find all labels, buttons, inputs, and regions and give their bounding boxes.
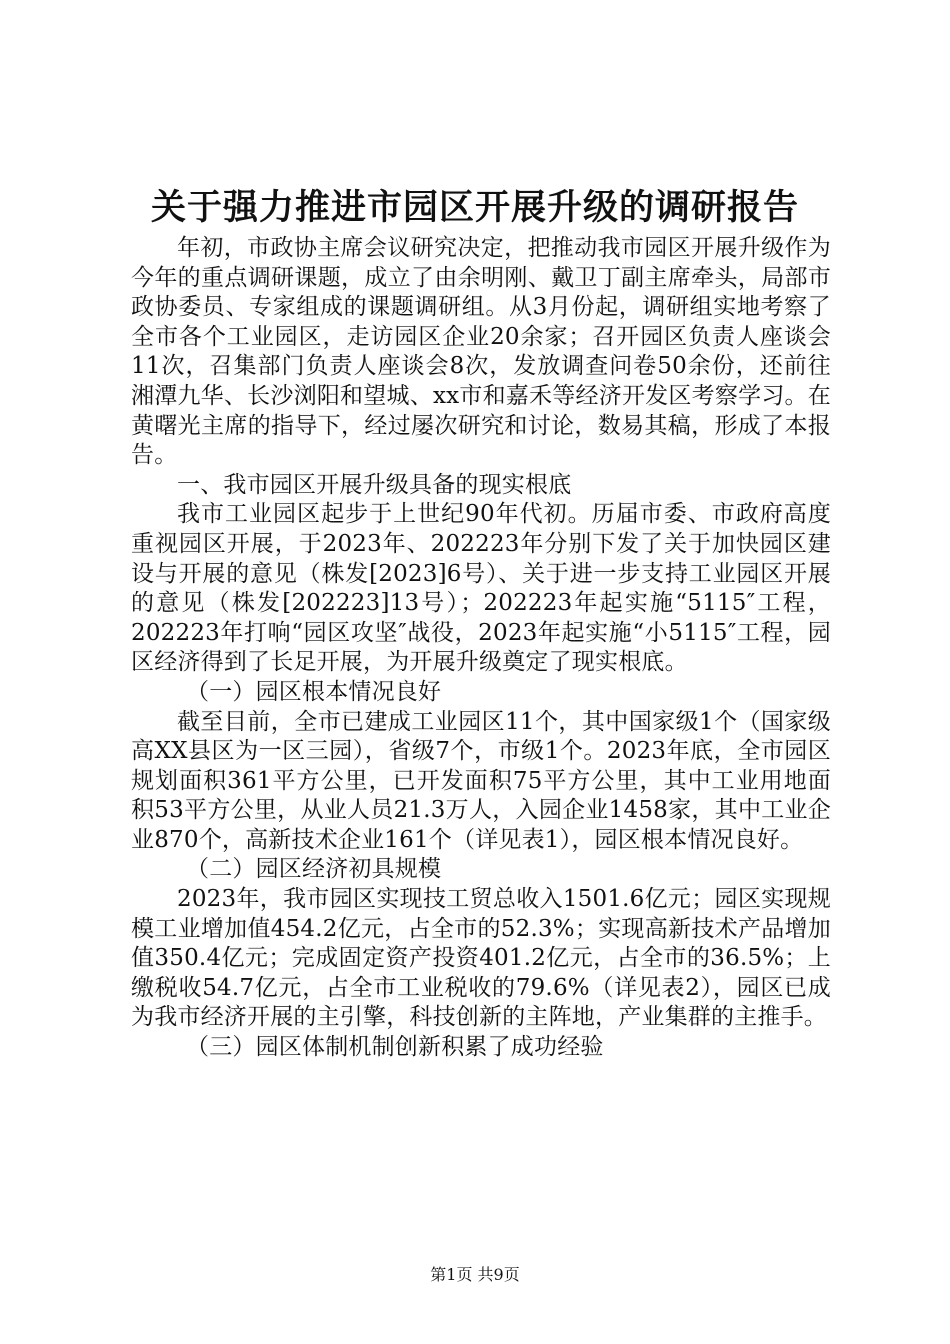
document-body bbox=[131, 234, 831, 1063]
document-title: 关于强力推进市园区开展升级的调研报告 bbox=[150, 187, 799, 228]
paragraph-intro: 年初，市政协主席会议研究决定，把推动我市园区开展升级作为今年的重点调研课题，成立了由余明刚、戴卫丁副主席牵头，局部市政协委员、专家组成的课题调研组。从3月份起，调研组实地考察了全市各个工业园区，走访园区企业20余家；召开园区负责人座谈会11次，召集部门负责人座谈会8次，发放调查问卷50余份，还前往湘潭九华、长沙浏阳和望城、xx市和嘉禾等经济开发区考察学习。在黄曙光主席的指导下，经过屡次研究和讨论，数易其稿，形成了本报告。 bbox=[131, 235, 831, 469]
paragraph-park-economy: 2023年，我市园区实现技工贸总收入1501.6亿元；园区实现规模工业增加值454.2亿元，占全市的52.3%；实现高新技术产品增加值350.4亿元；完成固定资产投资401.2亿元，占全市的36.5%；上缴税收54.7亿元，占全市工业税收的79.6%（详见表2），园区已成为我市经济开展的主引擎，科技创新的主阵地，产业集群的主推手。 bbox=[131, 886, 831, 1031]
page-indicator: 第1页 共9页 bbox=[430, 1265, 520, 1284]
subsection-heading-2: （二）园区经济初具规模 bbox=[186, 856, 442, 883]
section-heading-1: 一、我市园区开展升级具备的现实根底 bbox=[177, 471, 572, 498]
paragraph-park-overview: 截至目前，全市已建成工业园区11个，其中国家级1个（国家级高XX县区为一区三园），省级7个，市级1个。2023年底，全市园区规划面积361平方公里，已开发面积75平方公里，其中工业用地面积53平方公里，从业人员21.3万人，入园企业1458家，其中工业企业870个，高新技术企业161个（详见表1），园区根本情况良好。 bbox=[131, 708, 831, 853]
paragraph-background: 我市工业园区起步于上世纪90年代初。历届市委、市政府高度重视园区开展，于2023年、202223年分别下发了关于加快园区建设与开展的意见（株发[2023]6号）、关于进一步支持工业园区开展的意见（株发[202223]13号）；202223年起实施“5115″工程，202223年打响“园区攻坚″战役，2023年起实施“小5115″工程，园区经济得到了长足开展，为开展升级奠定了现实根底。 bbox=[131, 501, 831, 676]
subsection-heading-1: （一）园区根本情况良好 bbox=[186, 678, 442, 705]
subsection-heading-3: （三）园区体制机制创新积累了成功经验 bbox=[186, 1034, 604, 1061]
